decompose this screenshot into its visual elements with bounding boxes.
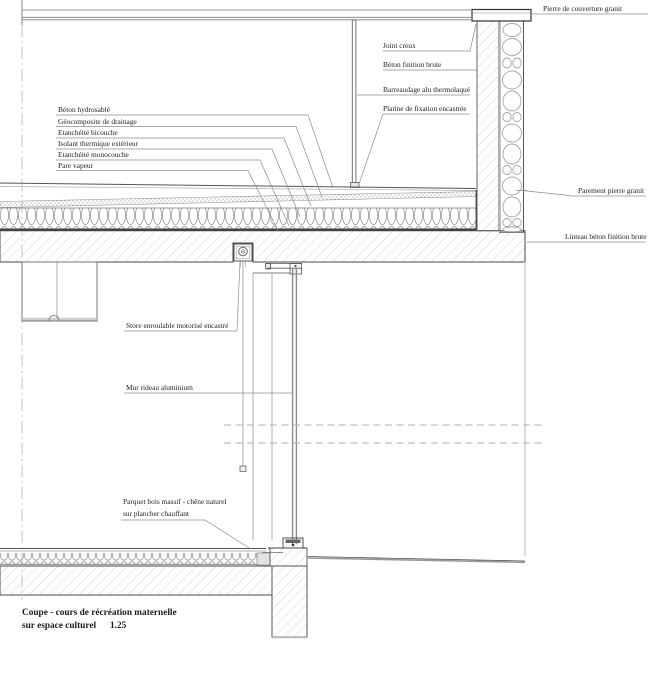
label-joint-creux: Joint creux — [383, 41, 416, 50]
drawing-title-line1: Coupe - cours de récréation maternelle — [22, 608, 177, 618]
guardrail — [22, 0, 471, 25]
stone-facing — [499, 21, 525, 232]
roof-slab-concrete — [0, 231, 525, 262]
exterior-ground-line — [307, 557, 525, 563]
floor-slab-concrete — [0, 566, 272, 595]
curtain-wall-glass — [293, 268, 297, 544]
label-etancheite-bicouche: Etanchéité bicouche — [58, 128, 118, 137]
label-parquet — [123, 496, 227, 519]
curtain-wall-frame-lines — [253, 273, 272, 540]
label-parquet-line2: sur plancher chauffant — [123, 508, 189, 518]
drawing-title — [22, 607, 177, 633]
label-beton-finition: Béton finition brute — [383, 60, 442, 69]
label-pare-vapeur: Pare vapeur — [58, 160, 94, 170]
drawing-scale: 1.25 — [110, 621, 127, 631]
curtain-wall-head — [253, 264, 302, 275]
label-beton-hydrosable: Béton hydrosablé — [58, 105, 110, 114]
label-geocomposite: Géocomposite de drainage — [58, 116, 137, 126]
roof-screed — [0, 183, 476, 191]
label-mur-rideau: Mur rideau aluminium — [126, 383, 193, 392]
parapet-concrete — [477, 21, 499, 231]
floor-edge-detail — [257, 553, 270, 565]
ceiling-bulkhead — [22, 262, 97, 321]
floor-insulation — [0, 553, 266, 564]
label-barreaudage: Barreaudage alu thermolaqué — [383, 85, 471, 94]
drawing-title-line2: sur espace culturel 1.25 — [22, 621, 127, 631]
label-parement: Parement pierre granit — [578, 186, 645, 195]
label-pierre-couverture: Pierre de couverture granit — [543, 4, 623, 13]
label-parquet-line1: Parquet bois massif - chêne naturel — [123, 497, 227, 506]
label-etancheite-monocouche: Etanchéité monocouche — [58, 150, 129, 159]
label-isolant: Isolant thermique extérieur — [58, 139, 139, 148]
coping-stone — [472, 10, 531, 22]
label-linteau: Linteau béton finition brute — [565, 232, 647, 241]
label-platine: Platine de fixation encastrée — [383, 104, 467, 113]
roof-drainage-layer — [0, 192, 476, 208]
parquet-floor — [0, 549, 270, 566]
guardrail-post — [351, 20, 360, 188]
blind-bottom-bar — [240, 466, 246, 472]
label-store: Store enroulable motorisé encastré — [126, 321, 229, 330]
wall-below — [272, 566, 307, 637]
roller-blind-fabric — [240, 261, 246, 472]
